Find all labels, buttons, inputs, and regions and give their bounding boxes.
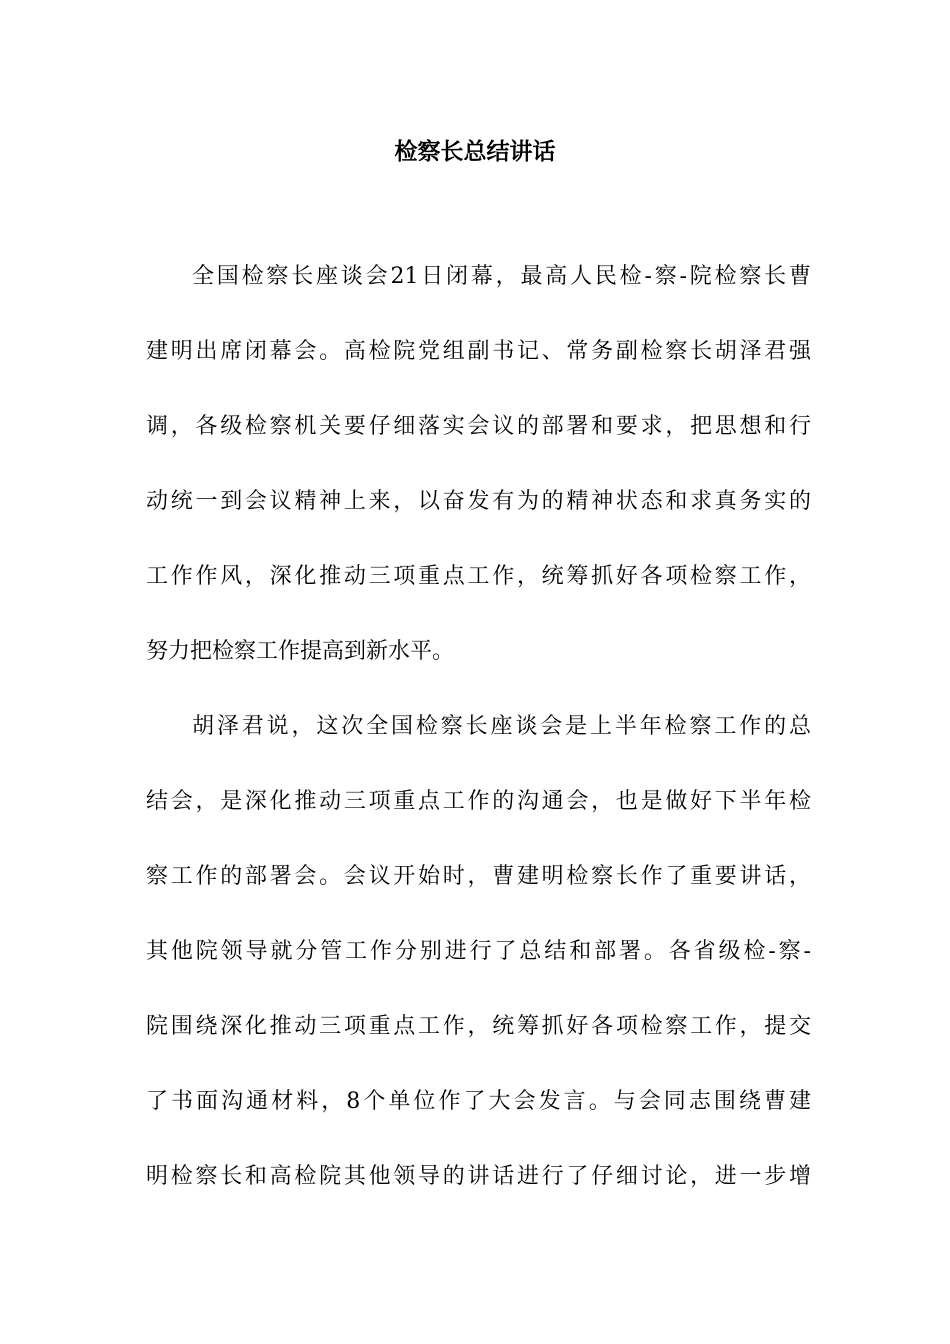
- paragraph-1-line-5: 工作作风，深化推动三项重点工作，统筹抓好各项检察工作，: [146, 564, 811, 589]
- paragraph-2-line-7: 明检察长和高检院其他领导的讲话进行了仔细讨论，进一步增: [146, 1164, 811, 1189]
- paragraph-1-line-3: 调，各级检察机关要仔细落实会议的部署和要求，把思想和行: [146, 414, 811, 439]
- paragraph-2-line-5: 院围绕深化推动三项重点工作，统筹抓好各项检察工作，提交: [146, 1014, 811, 1039]
- paragraph-2-line-2: 结会，是深化推动三项重点工作的沟通会，也是做好下半年检: [146, 789, 811, 814]
- paragraph-2-line-3: 察工作的部署会。会议开始时，曹建明检察长作了重要讲话，: [146, 864, 811, 889]
- paragraph-1-line-1: 全国检察长座谈会21日闭幕，最高人民检-察-院检察长曹: [192, 264, 811, 289]
- document-body: [146, 254, 811, 1229]
- paragraph-2-line-4: 其他院领导就分管工作分别进行了总结和部署。各省级检-察-: [146, 939, 811, 964]
- document-title: 检察长总结讲话: [394, 138, 556, 165]
- paragraph-1-line-6: 努力把检察工作提高到新水平。: [146, 639, 455, 664]
- paragraph-1-line-4: 动统一到会议精神上来，以奋发有为的精神状态和求真务实的: [146, 489, 811, 514]
- paragraph-2-line-6: 了书面沟通材料，8个单位作了大会发言。与会同志围绕曹建: [146, 1089, 811, 1114]
- paragraph-1-line-2: 建明出席闭幕会。高检院党组副书记、常务副检察长胡泽君强: [146, 339, 811, 364]
- paragraph-2-line-1: 胡泽君说，这次全国检察长座谈会是上半年检察工作的总: [192, 714, 811, 739]
